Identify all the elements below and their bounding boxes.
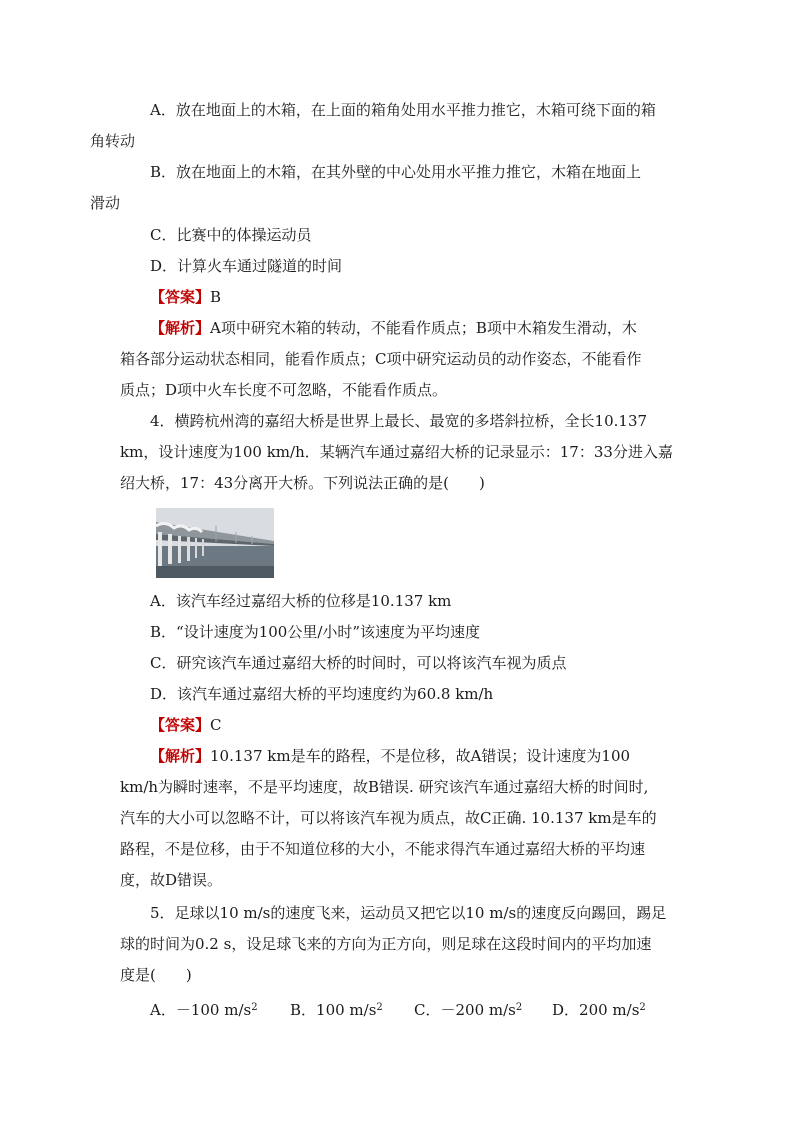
q5-option-b-exponent: 2 xyxy=(376,1002,383,1013)
q5-option-d-text: D．200 m/s xyxy=(552,1001,640,1019)
q4-analysis-line3: 汽车的大小可以忽略不计，可以将该汽车视为质点，故C正确. 10.137 km是车的 xyxy=(120,809,657,827)
q4-analysis-line2: km/h为瞬时速率，不是平均速度，故B错误. 研究该汽车通过嘉绍大桥的时间时, xyxy=(120,778,649,796)
q4-stem-line1: 4．横跨杭州湾的嘉绍大桥是世界上最长、最宽的多塔斜拉桥，全长10.137 xyxy=(150,412,648,430)
q4-analysis-line5: 度，故D错误。 xyxy=(120,871,223,889)
q3-option-a xyxy=(90,95,680,157)
q5-option-d xyxy=(552,992,646,1026)
q5-option-c xyxy=(414,992,522,1026)
q4-answer-tag: 【答案】 xyxy=(150,716,211,734)
q4-option-d: D．该汽车通过嘉绍大桥的平均速度约为60.8 km/h xyxy=(150,685,494,703)
q3-analysis-line2: 箱各部分运动状态相同，能看作质点；C项中研究运动员的动作姿态，不能看作 xyxy=(120,350,642,368)
q5-option-b xyxy=(290,992,383,1026)
q3-option-a-line1: A．放在地面上的木箱，在上面的箱角处用水平推力推它，木箱可绕下面的箱 xyxy=(150,101,656,119)
q4-stem-line2: km，设计速度为100 km/h．某辆汽车通过嘉绍大桥的记录显示：17：33分进入嘉 xyxy=(120,443,673,461)
q3-answer-value: B xyxy=(210,288,222,306)
q5-option-a-text: A．－100 m/s xyxy=(150,1001,252,1019)
q4-answer-value: C xyxy=(210,716,222,734)
q5-option-c-text: C．－200 m/s xyxy=(414,1001,516,1019)
q4-analysis-tag: 【解析】 xyxy=(150,747,211,765)
q3-option-c: C．比赛中的体操运动员 xyxy=(150,226,312,244)
q3-option-b-line2: 滑动 xyxy=(90,194,121,212)
q3-analysis-line3: 质点；D项中火车长度不可忽略，不能看作质点。 xyxy=(120,381,448,399)
q4-analysis xyxy=(120,741,680,772)
q3-option-a-line2: 角转动 xyxy=(90,132,136,150)
bridge-photo xyxy=(156,508,274,578)
q4-answer xyxy=(120,710,680,741)
q4-option-a: A．该汽车经过嘉绍大桥的位移是10.137 km xyxy=(150,592,452,610)
q4-stem-line3: 绍大桥，17：43分离开大桥。下列说法正确的是( ) xyxy=(120,474,485,492)
q5-stem-line1: 5．足球以10 m/s的速度飞来，运动员又把它以10 m/s的速度反向踢回，踢足 xyxy=(150,904,667,922)
q3-option-d: D．计算火车通过隧道的时间 xyxy=(150,257,343,275)
q4-option-c: C．研究该汽车通过嘉绍大桥的时间时，可以将该汽车视为质点 xyxy=(150,654,567,672)
q5-stem-line3: 度是( ) xyxy=(120,966,192,984)
q5-option-b-text: B．100 m/s xyxy=(290,1001,377,1019)
bridge-illustration xyxy=(156,508,274,578)
q5-option-c-exponent: 2 xyxy=(515,1002,523,1013)
q4-analysis-line1: 10.137 km是车的路程，不是位移，故A错误；设计速度为100 xyxy=(210,747,631,765)
q3-answer xyxy=(120,282,680,313)
q5-stem-line2: 球的时间为0.2 s，设足球飞来的方向为正方向，则足球在这段时间内的平均加速 xyxy=(120,935,652,953)
q3-answer-tag: 【答案】 xyxy=(150,288,211,306)
q5-option-d-exponent: 2 xyxy=(639,1002,646,1013)
q3-analysis xyxy=(120,313,680,344)
q4-option-b: B．“设计速度为100公里/小时”该速度为平均速度 xyxy=(150,623,481,641)
q4-analysis-line4: 路程，不是位移，由于不知道位移的大小，不能求得汽车通过嘉绍大桥的平均速 xyxy=(120,840,646,858)
q3-analysis-tag: 【解析】 xyxy=(150,319,211,337)
q3-option-b-line1: B．放在地面上的木箱，在其外壁的中心处用水平推力推它，木箱在地面上 xyxy=(150,163,642,181)
q3-analysis-line1: A项中研究木箱的转动，不能看作质点；B项中木箱发生滑动，木 xyxy=(210,319,637,337)
q5-option-a xyxy=(150,992,258,1026)
q5-option-a-exponent: 2 xyxy=(251,1002,258,1013)
q3-option-b xyxy=(90,157,680,219)
